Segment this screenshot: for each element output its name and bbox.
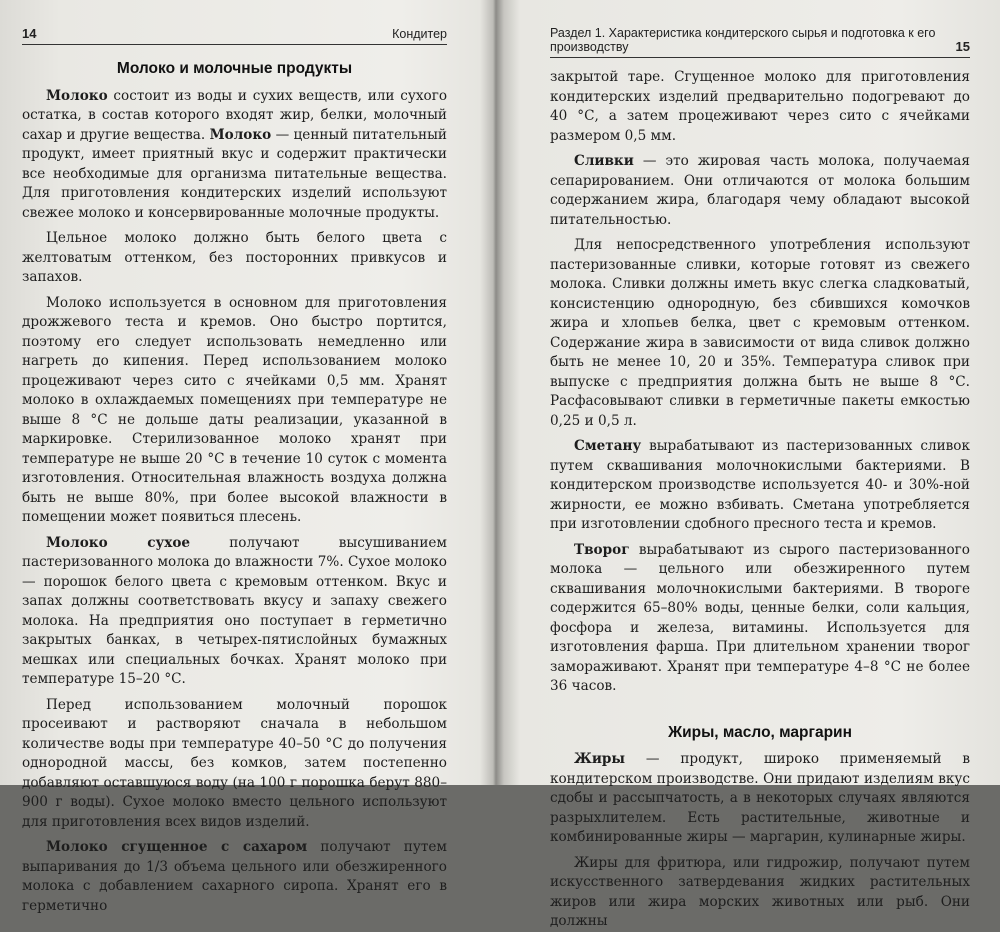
left-page-body [22, 59, 447, 916]
paragraph: Молоко используется в основном для приготовления дрожжевого теста и кремов. Оно быстро портится, поэтому его следует использовать немедленно или нагреть до кипения. Перед использованием молоко процеживают через сито с ячейками 0,5 мм. Хранят молоко в охлаждаемых помещениях при температуре не выше 8 °С не дольше даты реализации, указанной в маркировке. Стерилизованное молоко хранят при температуре не выше 20 °С в течение 10 суток с момента изготовления. Относительная влажность воздуха должна быть не выше 80%, при более высокой влажности в помещении может появиться плесень. [22, 294, 447, 525]
term-cream: Сливки [574, 153, 634, 169]
paragraph-text: состоит из воды и сухих веществ, или сухого остатка, в состав которого входят жир, белки, молочный сахар и другие вещества. [22, 87, 447, 143]
paragraph-text: получают высушиванием пастеризованного молока до влажности 7%. Сухое молоко — порошок белого цвета с кремовым оттенком. Вкус и запах должны соответствовать вкусу и запаху свежего молока. На предприятия оно поступает в герметично закрытых банках, в четырех-пятислойных бумажных мешках или специальных бочках. Хранят молоко при температуре 15–20 °С. [22, 534, 448, 687]
right-page [502, 0, 1000, 929]
paragraph: закрытой таре. Сгущенное молоко для приготовления кондитерских изделий предварительно подогревают до 40 °С, а затем процеживают через сито с ячейками размером 0,5 мм. [550, 69, 970, 144]
section-heading-milk: Молоко и молочные продукты [116, 60, 353, 77]
left-page [0, 0, 494, 914]
section-heading-fats: Жиры, масло, маргарин [668, 723, 852, 741]
paragraph: Перед использованием молочный порошок просеивают и растворяют сначала в небольшом количестве воды при температуре 40–50 °С до получения однородной массы, без комков, затем постепенно добавляют оставшуюся воду (на 100 г порошка берут 880–900 г воды). Сухое молоко вместо цельного используют для приготовления всех видов изделий. [22, 696, 447, 830]
paragraph: Для непосредственного употребления используют пастеризованные сливки, которые готовят из свежего молока. Сливки должны иметь вкус слегка сладковатый, консистенцию однородную, без сбившихся комочков жира и хлопьев белка, цвет с кремовым оттенком. Содержание жира в зависимости от вида сливок должно быть не менее 10, 20 и 35%. Температура сливок при выпуске с предприятия должна быть не выше 8 °С. Расфасовывают сливки в герметичные пакеты емкостью 0,25 и 0,5 л. [550, 237, 970, 429]
paragraph [550, 152, 970, 230]
paragraph-text: вырабатывают из пастеризованных сливок путем сквашивания молочнокислыми бактериями. В кондитерском производстве используется 40- и 30%-ной жирности, ее можно взбивать. Сметана употребляется при изготовлении сдобного пресного теста и кремов. [550, 438, 970, 532]
paragraph-text: — это жировая часть молока, получаемая сепарированием. Они отличаются от молока большим содержанием жира, благодаря чему обладают высокой питательностью. [550, 153, 970, 228]
paragraph [550, 437, 970, 535]
term-milk: Молоко [209, 126, 272, 143]
paragraph-text: вырабатывают из сырого пастеризованного молока — цельного или обезжиренного путем сквашивания молочнокислыми бактериями. В твороге содержится 65–80% воды, ценные белки, соли кальция, фосфора и железа, витамины. Используется для изготовления фарша. При длительном хранении творог замораживают. Хранят при температуре 4–8 °С не более 36 часов. [550, 541, 970, 694]
paragraph [22, 87, 447, 224]
term-sour-cream: Сметану [574, 438, 642, 454]
paragraph: Жиры для фритюра, или гидрожир, получают путем искусственного затвердевания жидких растительных жиров или жира морских животных или рыб. Они должны [550, 854, 970, 929]
right-page-header [550, 26, 970, 58]
right-page-body [550, 68, 970, 932]
paragraph [550, 750, 970, 848]
paragraph [550, 541, 970, 697]
paragraph [22, 534, 447, 690]
left-page-number: 14 [22, 26, 37, 41]
left-running-head: Кондитер [392, 27, 447, 41]
paragraph: Цельное молоко должно быть белого цвета с желтоватым оттенком, без посторонних привкусов и запахов. [22, 230, 447, 285]
term-condensed-milk: Молоко сгущенное с сахаром [46, 839, 308, 855]
term-fats: Жиры [574, 751, 626, 767]
term-milk: Молоко [46, 87, 108, 104]
paragraph-text: получают путем выпаривания до 1/3 объема цельного или обезжиренного молока с добавлением сахарного сиропа. Хранят его в герметично [22, 839, 447, 914]
left-page-header [22, 26, 447, 45]
term-cottage-cheese: Творог [574, 541, 630, 558]
paragraph [22, 838, 447, 916]
paragraph-text: — ценный питательный продукт, имеет приятный вкус и содержит практически все необходимые для организма питательные вещества. Для приготовления кондитерских изделий используют свежее молоко и консервированные молочные продукты. [22, 126, 447, 221]
right-page-number: 15 [955, 39, 970, 54]
term-dry-milk: Молоко сухое [46, 534, 191, 551]
paragraph-text: — продукт, широко применяемый в кондитерском производстве. Они придают изделиям вкус сдобы и рассыпчатость, а в некоторых случаях являются разрыхлителем. Есть растительные, животные и комбинированные жиры — маргарин, кулинарные жиры. [550, 751, 970, 845]
right-running-head: Раздел 1. Характеристика кондитерского сырья и подготовка к его производству [550, 26, 936, 54]
